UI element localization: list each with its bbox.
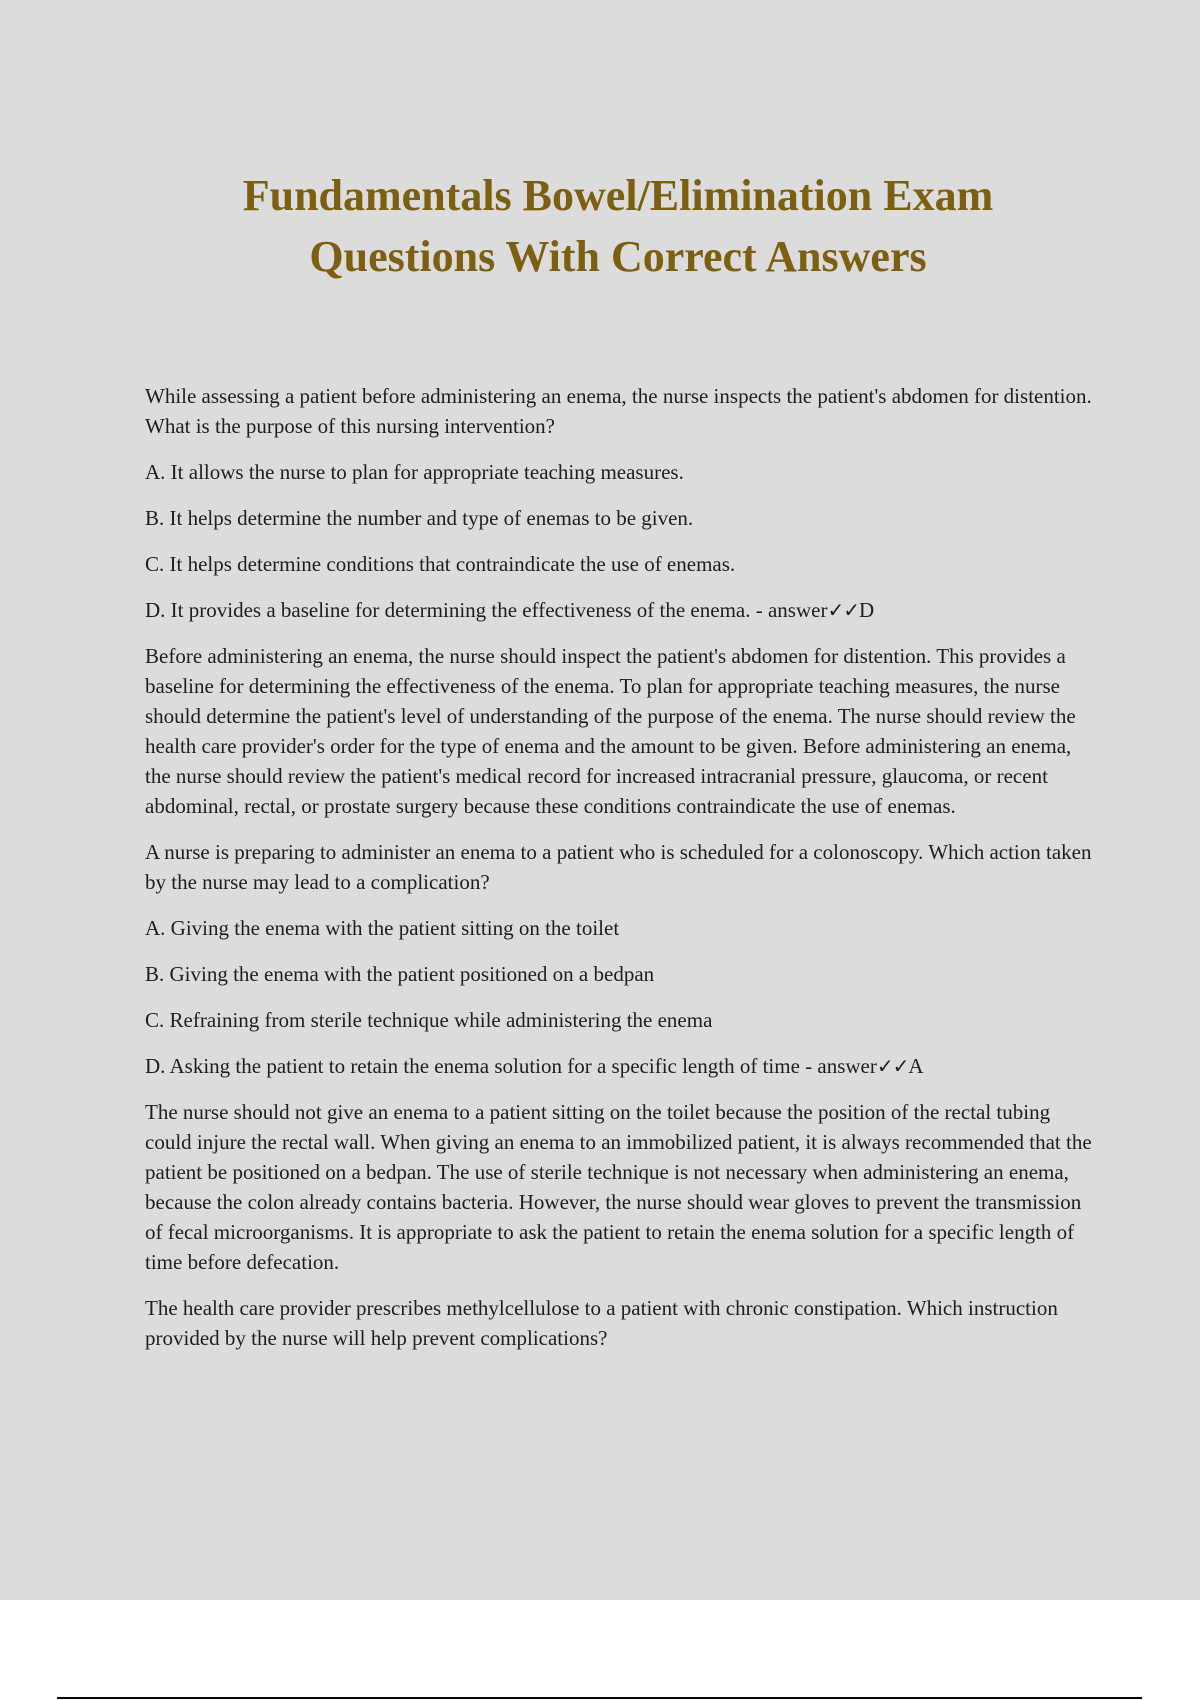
question-2-answer-letter: A [908,1054,924,1078]
question-1-option-b: B. It helps determine the number and type of enemas to be given. [145,506,694,530]
question-2-option-d-text: D. Asking the patient to retain the enema solution for a specific length of time - answer [145,1054,877,1078]
title-line-2: Questions With Correct Answers [309,232,927,281]
question-2-option-c: C. Refraining from sterile technique while administering the enema [145,1008,713,1032]
question-2-option-a: A. Giving the enema with the patient sitting on the toilet [145,916,620,940]
question-1-option-a: A. It allows the nurse to plan for appropriate teaching measures. [145,460,684,484]
title-line-1: Fundamentals Bowel/Elimination Exam [242,171,994,220]
question-2-option-d [145,1051,1095,1081]
question-3-stem: The health care provider prescribes methylcellulose to a patient with chronic constipation. Which instruction provided by the nurse will help prevent complications? [145,1296,1058,1350]
document-body [145,381,1095,1369]
answer-check-icon: ✓✓ [876,1054,909,1078]
question-1-option-c: C. It helps determine conditions that contraindicate the use of enemas. [145,552,736,576]
question-1-stem: While assessing a patient before administering an enema, the nurse inspects the patient's abdomen for distention. What is the purpose of this nursing intervention? [145,384,1092,438]
question-1-answer-letter: D [858,598,875,622]
question-2-option-b: B. Giving the enema with the patient positioned on a bedpan [145,962,655,986]
page-title [0,165,1200,287]
answer-check-icon: ✓✓ [827,598,859,622]
question-2-rationale: The nurse should not give an enema to a patient sitting on the toilet because the position of the rectal tubing could injure the rectal wall. When giving an enema to an immobilized patient, it is always recommended that the patient be positioned on a bedpan. The use of sterile technique is not necessary when administering an enema, because the colon already contains bacteria. However, the nurse should wear gloves to prevent the transmission of fecal microorganisms. It is appropriate to ask the patient to retain the enema solution for a specific length of time before defecation. [145,1100,1092,1274]
question-1-option-d [145,595,1095,625]
question-1-rationale: Before administering an enema, the nurse should inspect the patient's abdomen for distention. This provides a baseline for determining the effectiveness of the enema. To plan for appropriate teaching measures, the nurse should determine the patient's level of understanding of the purpose of the enema. The nurse should review the health care provider's order for the type of enema and the amount to be given. Before administering an enema, the nurse should review the patient's medical record for increased intracranial pressure, glaucoma, or recent abdominal, rectal, or prostate surgery because these conditions contraindicate the use of enemas. [145,644,1076,818]
question-1-option-d-text: D. It provides a baseline for determining the effectiveness of the enema. - answer [145,598,828,622]
question-2-stem: A nurse is preparing to administer an enema to a patient who is scheduled for a colonoscopy. Which action taken by the nurse may lead to a complication? [145,840,1092,894]
footer-divider [57,1697,1142,1699]
